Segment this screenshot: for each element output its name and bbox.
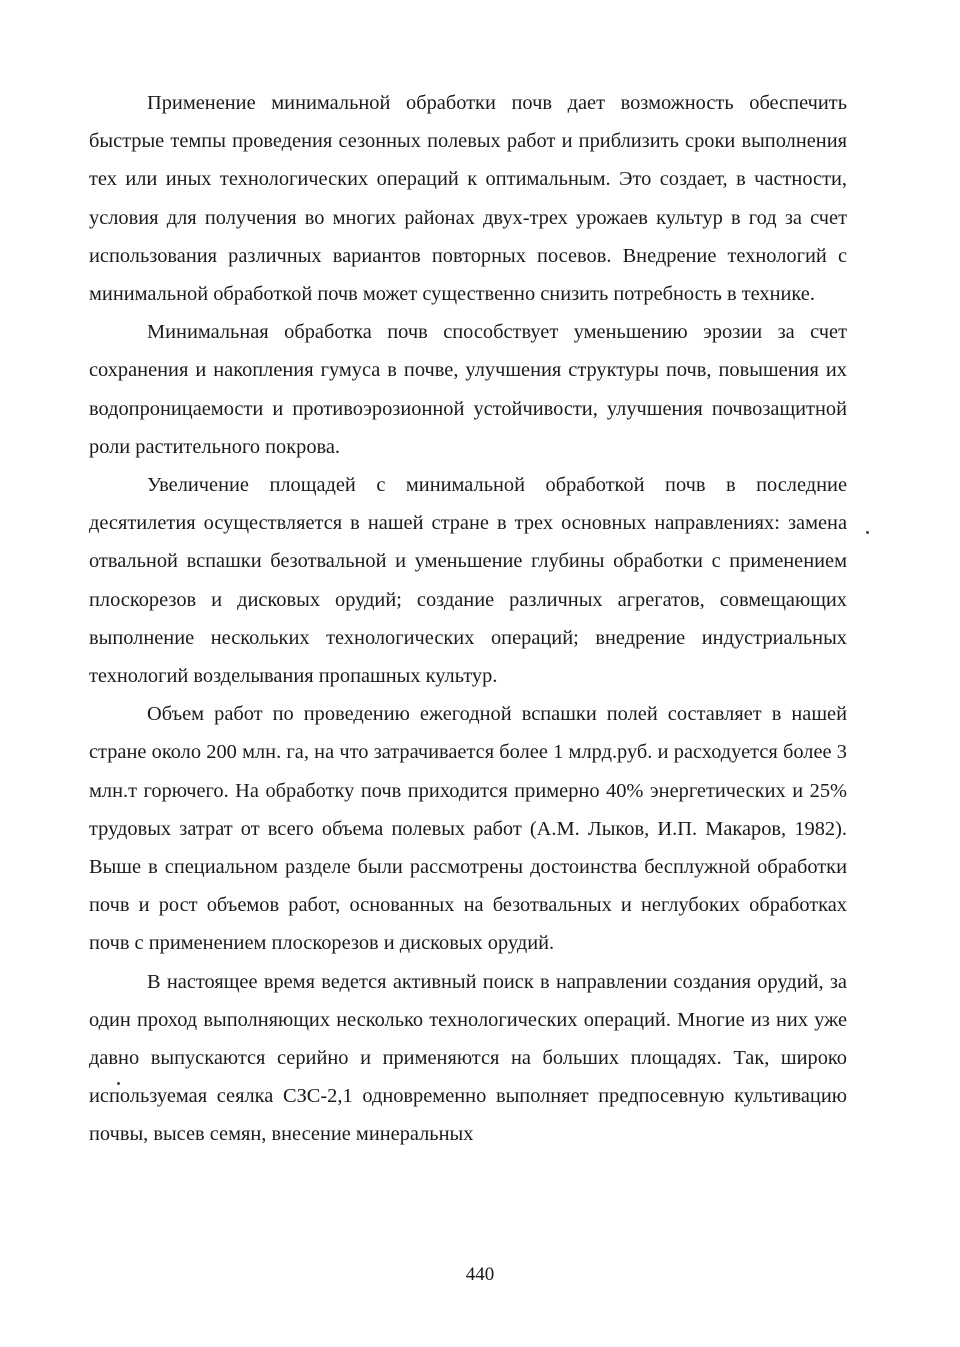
paragraph-4: Объем работ по проведению ежегодной вспашки полей составляет в нашей стране около 200 млн. га, на что затрачивается более 1 млрд.руб. и расходуется более 3 млн.т горючего. На обработку почв приходится примерно 40% энергетических и 25% трудовых затрат от всего объема полевых работ (А.М. Лыков, И.П. Макаров, 1982). Выше в специальном разделе были рассмотрены достоинства бесплужной обработки почв и рост объемов работ, основанных на безотвальных и неглубоких обработках почв с применением плоскорезов и дисковых орудий.: [89, 703, 847, 955]
paragraph-3: Увеличение площадей с минимальной обработкой почв в последние десятилетия осуществляется в нашей стране в трех основных направлениях: замена отвальной вспашки безотвальной и уменьшение глубины обработки с применением плоскорезов и дисковых орудий; создание различных агрегатов, совмещающих выполнение нескольких технологических операций; внедрение индустриальных технологий возделывания пропашных культур.: [89, 474, 847, 688]
scan-speck: [117, 1082, 120, 1085]
paragraph-1: Применение минимальной обработки почв дает возможность обеспечить быстрые темпы проведения сезонных полевых работ и приблизить сроки выполнения тех или иных технологических операций к оптимальным. Это создает, в частности, условия для получения во многих районах двух-трех урожаев культур в год за счет использования различных вариантов повторных посевов. Внедрение технологий с минимальной обработкой почв может существенно снизить потребность в технике.: [89, 92, 847, 306]
paragraph-2: Минимальная обработка почв способствует уменьшению эрозии за счет сохранения и накопления гумуса в почве, улучшения структуры почв, повышения их водопроницаемости и противоэрозионной устойчивости, улучшения почвозащитной роли растительного покрова.: [89, 321, 847, 458]
body-text: [89, 84, 847, 1154]
page-number: 440: [465, 1264, 495, 1285]
scan-speck: [866, 531, 869, 534]
paragraph-5: В настоящее время ведется активный поиск в направлении создания орудий, за один проход выполняющих несколько технологических операций. Многие из них уже давно выпускаются серийно и применяются на больших площадях. Так, широко используемая сеялка СЗС-2,1 одновременно выполняет предпосевную культивацию почвы, высев семян, внесение минеральных: [89, 970, 847, 1146]
